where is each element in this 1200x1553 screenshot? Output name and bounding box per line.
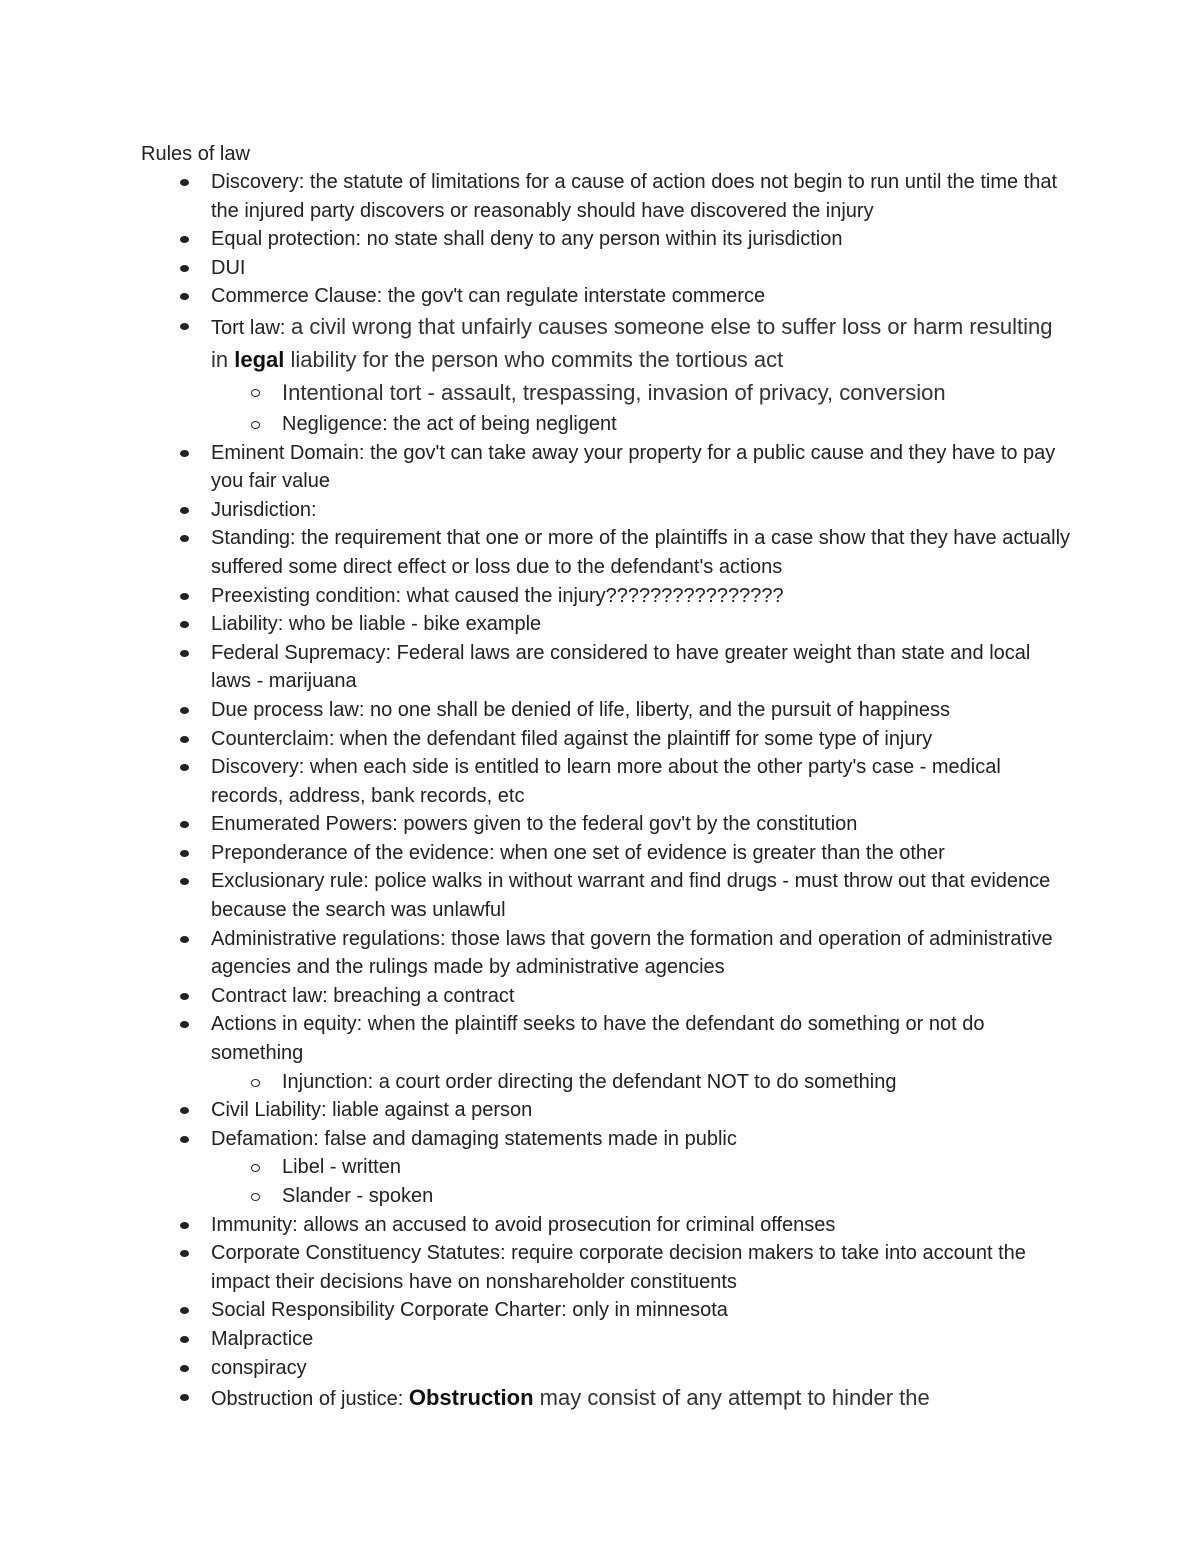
list-item: Administrative regulations: those laws that govern the formation and operation of administrative agencies and the rulings made by administrative agencies [141,925,1071,982]
list-item: Discovery: when each side is entitled to learn more about the other party's case - medical records, address, bank records, etc [141,753,1071,810]
list-item: Obstruction of justice: Obstruction may consist of any attempt to hinder the [141,1382,1071,1415]
sub-list-item: Negligence: the act of being negligent [141,410,1071,439]
filled-bullet-icon [180,993,189,1000]
document-page [141,140,1071,1415]
filled-bullet-icon [180,593,189,600]
hollow-bullet-icon [251,1164,260,1172]
list-item: Tort law: a civil wrong that unfairly causes someone else to suffer loss or harm resulting in legal liability for the person who commits the tortious act Intentional tort - assault, trespassing, invasion of privacy, conversion Negligence: the act of being negligent [141,311,1071,439]
filled-bullet-icon [180,1394,189,1401]
filled-bullet-icon [180,293,189,300]
list-item: Liability: who be liable - bike example [141,610,1071,639]
list-item: Actions in equity: when the plaintiff seeks to have the defendant do something or not do something Injunction: a court order directing the defendant NOT to do something [141,1010,1071,1096]
list-item: Defamation: false and damaging statements made in public Libel - written Slander - spoken [141,1125,1071,1211]
filled-bullet-icon [180,1307,189,1314]
filled-bullet-icon [180,1136,189,1143]
filled-bullet-icon [180,1336,189,1343]
filled-bullet-icon [180,878,189,885]
list-item: Immunity: allows an accused to avoid prosecution for criminal offenses [141,1211,1071,1240]
list-item: Discovery: the statute of limitations for a cause of action does not begin to run until the time that the injured party discovers or reasonably should have discovered the injury [141,168,1071,225]
hollow-bullet-icon [251,421,260,429]
sub-list [211,1153,1071,1210]
filled-bullet-icon [180,535,189,542]
list-item: Corporate Constituency Statutes: require corporate decision makers to take into account the impact their decisions have on nonshareholder constituents [141,1239,1071,1296]
sub-list-item: Slander - spoken [141,1182,1071,1211]
filled-bullet-icon [180,650,189,657]
list-item: Jurisdiction: [141,496,1071,525]
list-item: Exclusionary rule: police walks in without warrant and find drugs - must throw out that evidence because the search was unlawful [141,867,1071,924]
list-item: Due process law: no one shall be denied of life, liberty, and the pursuit of happiness [141,696,1071,725]
filled-bullet-icon [180,764,189,771]
filled-bullet-icon [180,265,189,272]
filled-bullet-icon [180,179,189,186]
hollow-bullet-icon [251,389,260,397]
list-item: Equal protection: no state shall deny to any person within its jurisdiction [141,225,1071,254]
sub-list-item: Intentional tort - assault, trespassing, invasion of privacy, conversion [141,377,1071,410]
filled-bullet-icon [180,236,189,243]
filled-bullet-icon [180,821,189,828]
list-item: Malpractice [141,1325,1071,1354]
list-item: Commerce Clause: the gov't can regulate interstate commerce [141,282,1071,311]
rules-list [141,168,1071,1415]
filled-bullet-icon [180,850,189,857]
list-item: Preponderance of the evidence: when one set of evidence is greater than the other [141,839,1071,868]
document-title: Rules of law [141,143,250,165]
hollow-bullet-icon [251,1079,260,1087]
sub-list-item: Libel - written [141,1153,1071,1182]
sub-list [211,377,1071,439]
list-item: Civil Liability: liable against a person [141,1096,1071,1125]
sub-list-item: Injunction: a court order directing the defendant NOT to do something [141,1068,1071,1097]
filled-bullet-icon [180,1250,189,1257]
filled-bullet-icon [180,936,189,943]
filled-bullet-icon [180,707,189,714]
filled-bullet-icon [180,507,189,514]
filled-bullet-icon [180,1222,189,1229]
filled-bullet-icon [180,1107,189,1114]
filled-bullet-icon [180,1365,189,1372]
list-item: Federal Supremacy: Federal laws are considered to have greater weight than state and local laws - marijuana [141,639,1071,696]
hollow-bullet-icon [251,1193,260,1201]
sub-list [211,1068,1071,1097]
list-item: conspiracy [141,1354,1071,1383]
list-item: Enumerated Powers: powers given to the federal gov't by the constitution [141,810,1071,839]
list-item: Contract law: breaching a contract [141,982,1071,1011]
filled-bullet-icon [180,621,189,628]
filled-bullet-icon [180,450,189,457]
list-item: Counterclaim: when the defendant filed against the plaintiff for some type of injury [141,725,1071,754]
filled-bullet-icon [180,323,189,330]
filled-bullet-icon [180,1021,189,1028]
list-item: Standing: the requirement that one or more of the plaintiffs in a case show that they have actually suffered some direct effect or loss due to the defendant's actions [141,524,1071,581]
filled-bullet-icon [180,736,189,743]
list-item: DUI [141,254,1071,283]
list-item: Eminent Domain: the gov't can take away your property for a public cause and they have to pay you fair value [141,439,1071,496]
list-item: Preexisting condition: what caused the injury???????????????? [141,582,1071,611]
list-item: Social Responsibility Corporate Charter: only in minnesota [141,1296,1071,1325]
